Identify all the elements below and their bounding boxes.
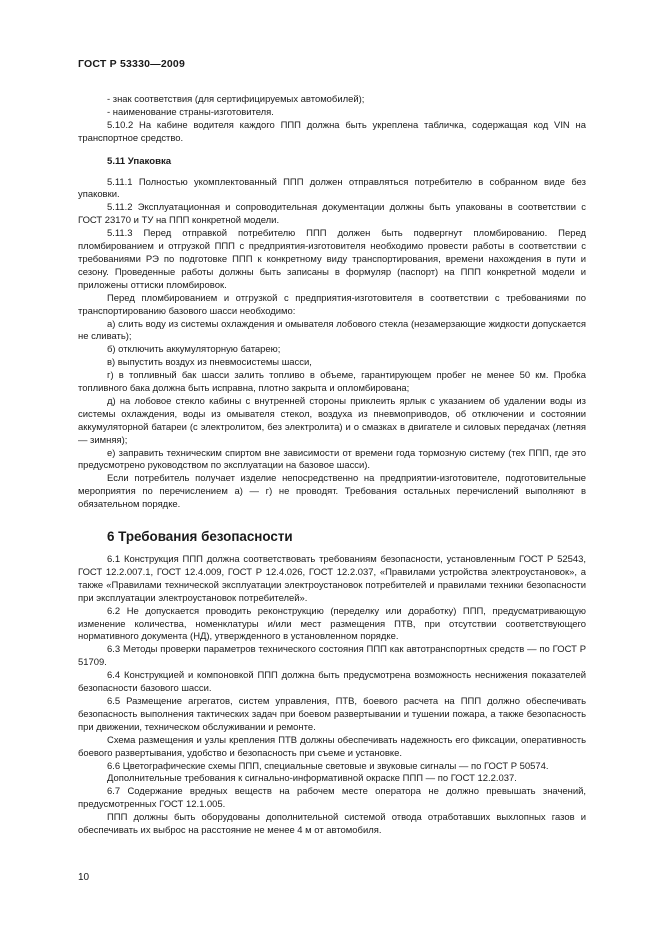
paragraph: 6.4 Конструкцией и компоновкой ППП должна быть предусмотрена возможность неснижения показателей безопасности базового шасси. [78,670,586,695]
paragraph: Если потребитель получает изделие непосредственно на предприятии-изготовителе, подготовительные мероприятия по перечислением а) — г) не проводят. Требования остальных перечислений выполняют в обязательном порядке. [78,473,586,511]
list-item: д) на лобовое стекло кабины с внутренней стороны приклеить ярлык с указанием об удалении воды из системы охлаждения, воды из омывателя стекол, воздуха из пневмоприводов, об отключении и состоянии аккумуляторной батареи (с электролитом, без электролита) и о смазках в двигателе и силовых передачах (летняя — зимняя); [78,395,586,446]
standard-code: ГОСТ Р 53330—2009 [78,58,186,70]
list-item: а) слить воду из системы охлаждения и омывателя лобового стекла (незамерзающие жидкости допускается не сливать); [78,318,586,343]
list-item: - знак соответствия (для сертифицируемых автомобилей); [107,94,365,105]
paragraph: Схема размещения и узлы крепления ПТВ должны обеспечивать надежность его фиксации, оперативность боевого развертывания, удобство и безопасность при съеме и установке. [78,734,586,759]
paragraph: 6.5 Размещение агрегатов, систем управления, ПТВ, боевого расчета на ППП должно обеспечивать безопасность выполнения тактических задач при боевом развертывании и тушении пожара, а также безопасность при движении, техническом обслуживании и ремонте. [78,695,586,733]
list-item: - наименование страны-изготовителя. [107,106,274,118]
list-item: е) заправить техническим спиртом вне зависимости от времени года тормозную систему (тех ППП, где это предусмотрено руководством по эксплуатации на базовое шасси). [78,447,586,472]
paragraph: Перед пломбированием и отгрузкой с предприятия-изготовителя в соответствии с требованиями по транспортированию базового шасси необходимо: [78,292,586,317]
list-item: б) отключить аккумуляторную батарею; [107,344,281,356]
list-item: г) в топливный бак шасси залить топливо в объеме, гарантирующем пробег не менее 50 км. Пробка топливного бака должна быть исправна, плотно закрыта и опломбирована; [78,370,586,395]
paragraph-5-10-2: 5.10.2 На кабине водителя каждого ППП должна быть укреплена табличка, содержащая код VIN на транспортное средство. [78,119,586,144]
paragraph: 6.3 Методы проверки параметров технического состояния ППП как автотранспортных средств — по ГОСТ Р 51709. [78,644,586,669]
paragraph: 5.11.3 Перед отправкой потребителю ППП должен быть подвергнут пломбированию. Перед пломбированием и отгрузкой ППП с предприятия-изготовителя необходимо провести работы в соответствии с требованиями РЭ по подготовке ППП к конкретному виду транспортирования, времени нахождения в пути и сезону. Проведенные работы должны быть записаны в формуляр (паспорт) на ППП конкретной модели и приложены оттиски пломбировок. [78,228,586,291]
list-item: в) выпустить воздух из пневмосистемы шасси, [107,357,312,369]
paragraph: 6.2 Не допускается проводить реконструкцию (переделку или доработку) ППП, предусматривающую изменение количества, номенклатуры и/или мест размещения ПТВ, при отсутствии соответствующего нормативного документа (НД), утвержденного в установленном порядке. [78,605,586,643]
paragraph: 5.11.1 Полностью укомплектованный ППП должен отправляться потребителю в собранном виде без упаковки. [78,176,586,201]
page-number: 10 [78,872,90,883]
paragraph: Дополнительные требования к сигнально-информативной окраске ППП — по ГОСТ 12.2.037. [107,773,517,785]
page-content [78,94,586,838]
paragraph: 6.7 Содержание вредных веществ на рабочем месте оператора не должно превышать значений, предусмотренных ГОСТ 12.1.005. [78,786,586,811]
paragraph: 6.6 Цветографические схемы ППП, специальные световые и звуковые сигналы — по ГОСТ Р 50574. [107,760,549,772]
paragraph: ППП должны быть оборудованы дополнительной системой отвода отработавших выхлопных газов и обеспечивать их выброс на расстояние не менее 4 м от автомобиля. [78,812,586,837]
section-6-heading: 6 Требования безопасности [107,529,293,545]
section-5-11-heading: 5.11 Упаковка [107,155,172,167]
paragraph: 6.1 Конструкция ППП должна соответствовать требованиям безопасности, установленным ГОСТ Р 52543, ГОСТ 12.2.007.1, ГОСТ 12.4.009, ГОСТ Р 12.4.026, ГОСТ 12.2.037, «Правилами устройства электроустановок», а также «Правилами технической эксплуатации электроустановок потребителей и правилами техники безопасности при эксплуатации электроустановок потребителей». [78,554,586,604]
paragraph: 5.11.2 Эксплуатационная и сопроводительная документации должны быть упакованы в соответствии с ГОСТ 23170 и ТУ на ППП конкретной модели. [78,202,586,227]
